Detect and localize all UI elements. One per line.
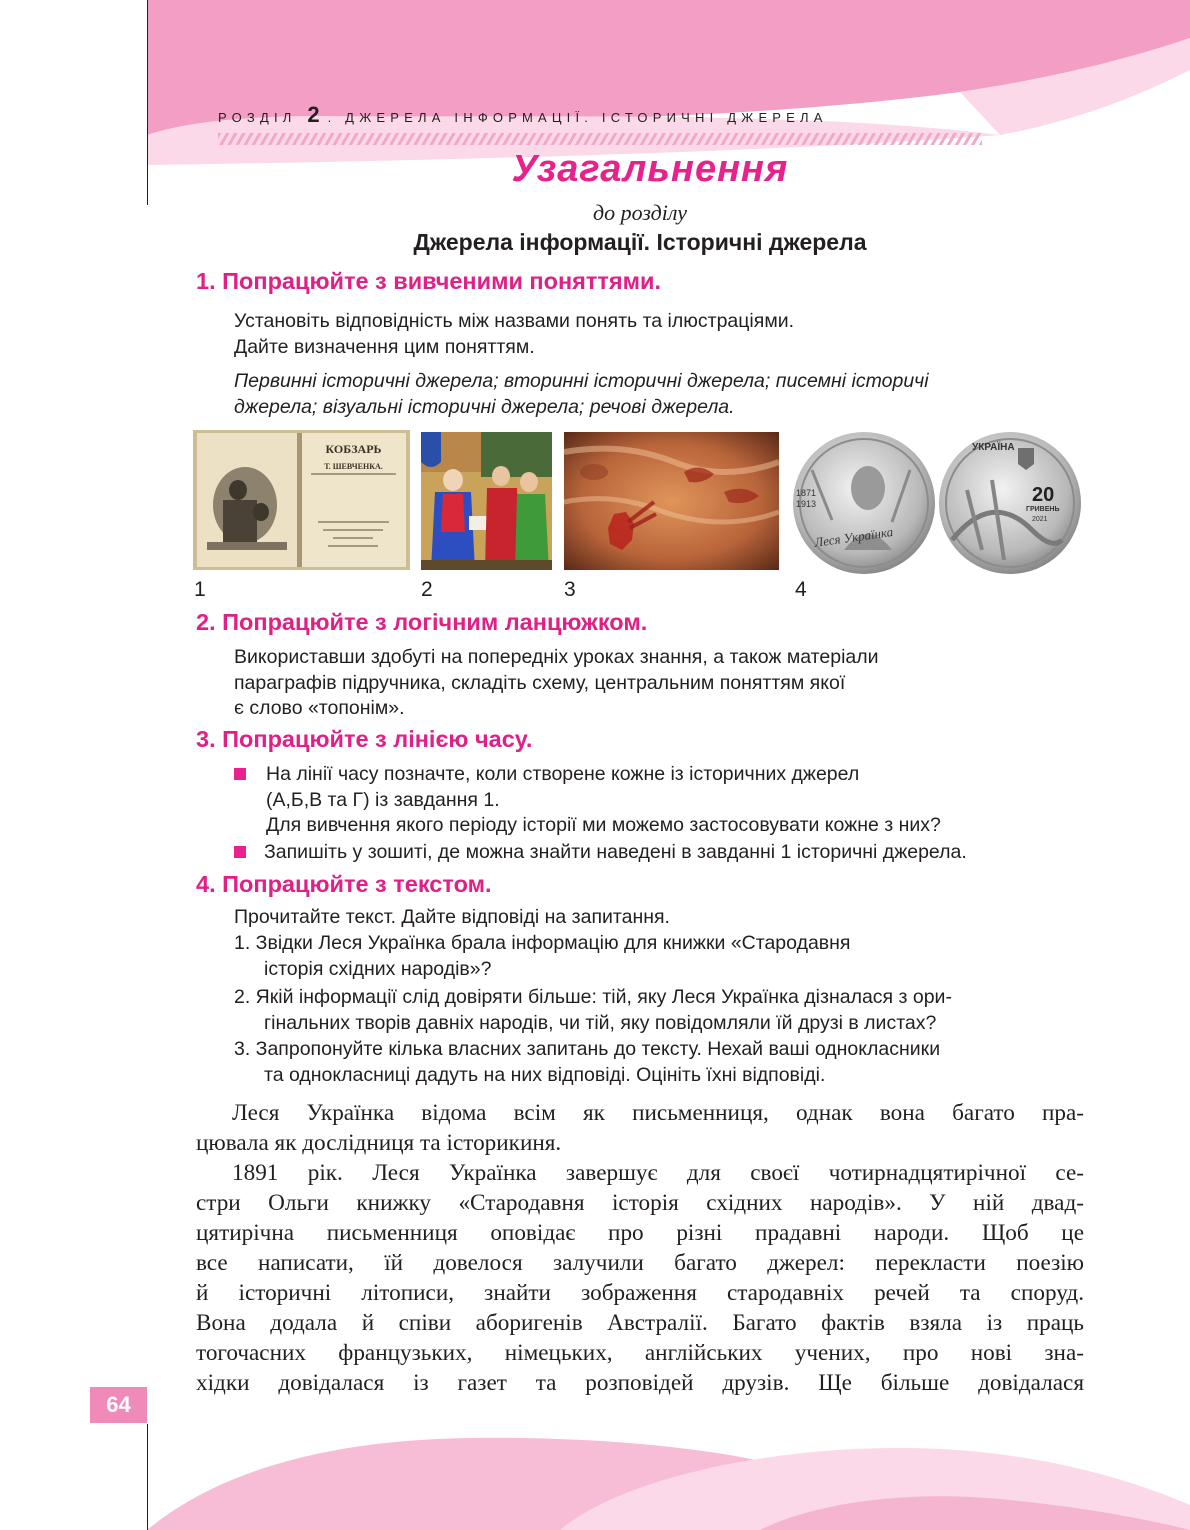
body-line: тогочасних французьких, німецьких, англійських учених, про нові зна- [196,1340,1084,1366]
question-line: 1. Звідки Леся Українка брала інформацію для книжки «Стародавня [234,932,851,954]
left-margin-line-bottom [147,1424,148,1530]
task1-line: Дайте визначення цим поняттям. [234,335,535,358]
body-line: Леся Українка відома всім як письменниця, однак вона багато пра- [232,1100,1084,1126]
coin2-value: 20 [1032,484,1055,506]
chapter-number: 2 [307,102,320,127]
question-line: історія східних народів»? [264,957,492,980]
coin1-inscription: Леся Українка [813,524,894,550]
question-line: гінальних творів давніх народів, чи тій, яку повідомляли їй друзі в листах? [264,1011,937,1034]
coin2-country: УКРАЇНА [972,442,1015,453]
body-line: стри Ольги книжку «Стародавня історія східних народів». У ній двад- [196,1190,1084,1216]
task3-bullet1 [266,762,941,839]
bullet-marker [234,768,246,780]
kobzar-book-image [193,430,410,570]
image-label-3: 3 [564,578,576,601]
body-paragraph-1 [196,1098,1084,1158]
body-line: й історичні літописи, знайти зображення стародавніх речей та споруд. [196,1280,1084,1306]
bullet-marker [234,846,246,858]
chapter-header [218,102,828,128]
task1-terms [234,369,929,420]
task3-bullet2: Запишіть у зошиті, де можна знайти наведені в завданні 1 історичні джерела. [264,841,967,863]
section-title: Джерела інформації. Історичні джерела [413,229,867,255]
coin2-year: 2021 [1032,516,1048,523]
task4-question-3 [234,1037,940,1088]
cave-painting-image [564,432,779,570]
page-title: Узагальнення [511,148,789,190]
question-line: 3. Запропонуйте кілька власних запитань до тексту. Нехай ваші однокласники [234,1038,941,1060]
kobzar-author: Т. ШЕВЧЕНКА. [324,462,383,471]
image-label-4: 4 [795,578,807,601]
question-line: 2. Якій інформації слід довіряти більше: тій, яку Леся Українка дізналася з ори- [234,986,952,1008]
body-line: 1891 рік. Леся Українка завершує для своєї чотирнадцятирічної се- [232,1160,1084,1186]
coin1-years: 1871 1913 [796,488,817,509]
task1-line: Установіть відповідність між назвами понять та ілюстраціями. [234,310,795,332]
page-number: 64 [90,1387,147,1423]
task2-line: є слово «топонім». [234,697,405,719]
body-paragraph-2 [196,1158,1084,1398]
task2-line: параграфів підручника, складіть схему, центральним поняттям якої [234,671,846,694]
task3-heading: 3. Попрацюйте з лінією часу. [196,726,533,752]
task4-question-2 [234,985,952,1036]
page-subtitle: до розділу [593,200,687,225]
chapter-title: . ДЖЕРЕЛА ІНФОРМАЦІЇ. ІСТОРИЧНІ ДЖЕРЕЛА [327,110,828,125]
task1-terms-line: Первинні історичні джерела; вторинні історичні джерела; писемні історичі [234,370,929,392]
chapter-word: РОЗДІЛ [218,110,297,125]
coin2-unit: ГРИВЕНЬ [1026,506,1060,513]
task1-heading: 1. Попрацюйте з вивченими поняттями. [196,268,661,294]
body-line: цятирічна письменниця оповідає про різні прадавні народи. Щоб це [196,1220,1084,1246]
task4-question-1 [234,931,850,982]
coins-image [792,430,1088,576]
body-line: хідки довідалася із газет та розповідей друзів. Ще більше довідалася [196,1370,1084,1396]
image-label-1: 1 [194,578,206,601]
task4-heading: 4. Попрацюйте з текстом. [196,871,492,897]
task4-intro: Прочитайте текст. Дайте відповіді на запитання. [234,906,670,928]
task3-bullet1-line: (А,Б,В та Г) із завдання 1. [266,788,500,811]
body-line: все написати, їй довелося залучили багато джерел: перекласти поезію [196,1250,1084,1276]
body-line: Вона додала й співи аборигенів Австралії. Багато фактів взяла із праць [196,1310,1084,1336]
kobzar-title: КОБЗАРЬ [325,442,382,456]
image-label-2: 2 [421,578,433,601]
header-stripe [218,133,982,145]
task1-terms-line: джерела; візуальні історичні джерела; речові джерела. [234,395,735,418]
medieval-miniature-illustration [421,432,552,570]
task3-bullet1-line: Для вивчення якого періоду історії ми можемо застосовувати кожне з них? [266,814,941,836]
question-line: та однокласниці дадуть на них відповіді. Оцініть їхні відповіді. [264,1063,826,1086]
medieval-miniature-image [421,432,552,570]
body-line: цювала як дослідниця та історикиня. [196,1130,562,1156]
task1-instructions [234,309,794,360]
cave-painting-illustration [564,432,779,570]
left-margin-line-top [147,0,148,205]
task2-text [234,645,879,722]
task2-heading: 2. Попрацюйте з логічним ланцюжком. [196,609,648,635]
task3-bullet1-line: На лінії часу позначте, коли створене кожне із історичних джерел [266,763,860,785]
task2-line: Використавши здобуті на попередніх уроках знання, а також матеріали [234,646,879,668]
